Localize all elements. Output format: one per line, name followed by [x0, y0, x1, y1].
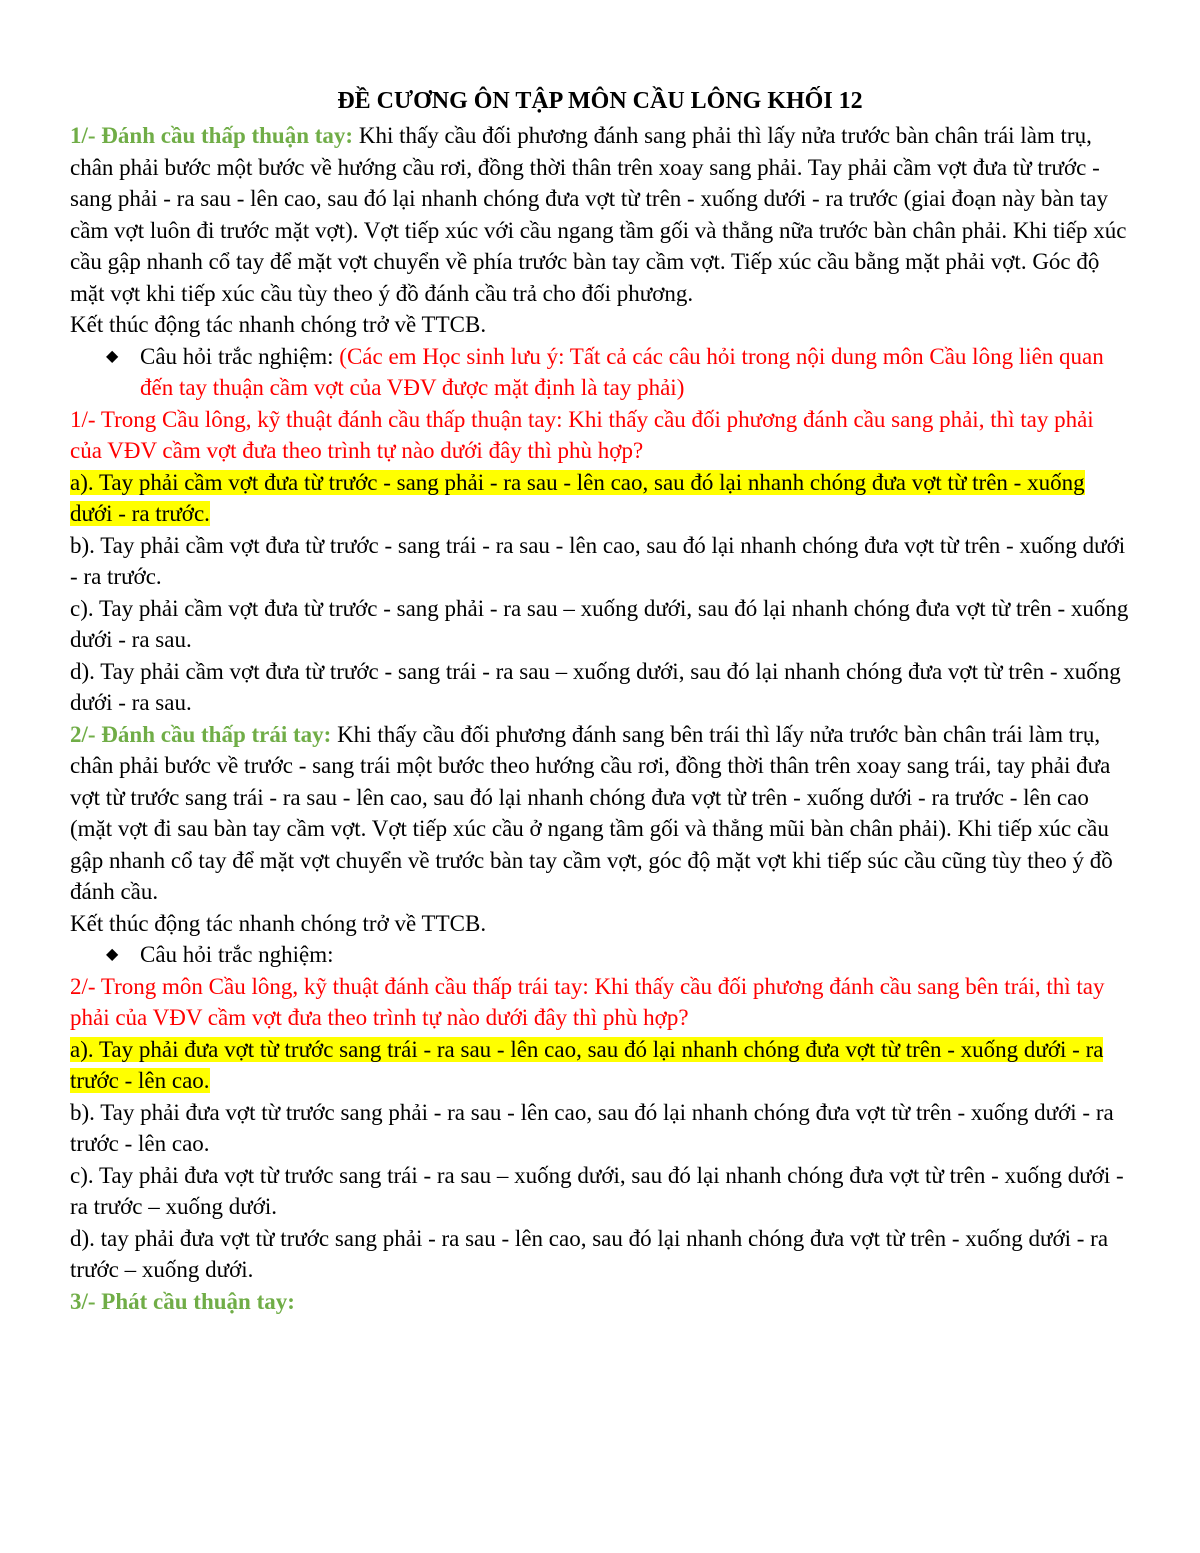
- highlighted-answer: a). Tay phải cầm vợt đưa từ trước - sang phải - ra sau - lên cao, sau đó lại nhanh chóng đưa vợt từ trên - xuống dưới - ra trước.: [70, 469, 1085, 526]
- question-2-option-b: b). Tay phải đưa vợt từ trước sang phải - ra sau - lên cao, sau đó lại nhanh chóng đưa vợt từ trên - xuống dưới - ra trước - lên cao.: [70, 1099, 1114, 1156]
- highlighted-answer: a). Tay phải đưa vợt từ trước sang trái - ra sau - lên cao, sau đó lại nhanh chóng đưa vợt từ trên - xuống dưới - ra trước - lên cao.: [70, 1036, 1104, 1093]
- bullet-label: Câu hỏi trắc nghiệm:: [140, 343, 340, 369]
- question-2: 2/- Trong môn Cầu lông, kỹ thuật đánh cầu thấp trái tay: Khi thấy cầu đối phương đánh cầu sang bên trái, thì tay phải của VĐV cầm vợt đưa theo trình tự nào dưới đây thì phù hợp?: [70, 973, 1105, 1030]
- section-1-closing: Kết thúc động tác nhanh chóng trở về TTCB.: [70, 312, 487, 337]
- bullet-label: Câu hỏi trắc nghiệm:: [140, 942, 334, 967]
- section-2-body: Khi thấy cầu đối phương đánh sang bên trái thì lấy nửa trước bàn chân trái làm trụ, chân phải bước về trước - sang trái một bước theo hướng cầu rơi, đồng thời thân trên xoay sang trái, tay phải đưa vợt từ trước sang trái - ra sau - lên cao, sau đó lại nhanh chóng đưa vợt từ trên - xuống dưới - ra trước - lên cao (mặt vợt đi sau bàn tay cầm vợt. Vợt tiếp xúc cầu ở ngang tầm gối và thẳng mũi bàn chân phải). Khi tiếp xúc cầu gập nhanh cổ tay để mặt vợt chuyển về trước bàn tay cầm vợt, góc độ mặt vợt khi tiếp súc cầu cũng tùy theo ý đồ đánh cầu.: [70, 721, 1113, 904]
- question-1-option-c: c). Tay phải cầm vợt đưa từ trước - sang phải - ra sau – xuống dưới, sau đó lại nhanh chóng đưa vợt từ trên - xuống dưới - ra sau.: [70, 595, 1129, 652]
- section-1-paragraph: [70, 120, 1130, 309]
- question-2-option-d: d). tay phải đưa vợt từ trước sang phải - ra sau - lên cao, sau đó lại nhanh chóng đưa vợt từ trên - xuống dưới - ra trước – xuống dưới.: [70, 1225, 1109, 1282]
- section-1-heading: 1/- Đánh cầu thấp thuận tay:: [70, 123, 354, 148]
- question-1-option-b: b). Tay phải cầm vợt đưa từ trước - sang trái - ra sau - lên cao, sau đó lại nhanh chóng đưa vợt từ trên - xuống dưới - ra trước.: [70, 532, 1126, 589]
- section-3-heading: 3/- Phát cầu thuận tay:: [70, 1288, 295, 1314]
- question-2-option-c: c). Tay phải đưa vợt từ trước sang trái - ra sau – xuống dưới, sau đó lại nhanh chóng đưa vợt từ trên - xuống dưới - ra trước – xuống dưới.: [70, 1162, 1124, 1219]
- section-2-paragraph: [70, 719, 1130, 908]
- question-1-option-d: d). Tay phải cầm vợt đưa từ trước - sang trái - ra sau – xuống dưới, sau đó lại nhanh chóng đưa vợt từ trên - xuống dưới - ra sau.: [70, 658, 1121, 715]
- section-2-heading: 2/- Đánh cầu thấp trái tay:: [70, 721, 332, 747]
- diamond-bullet-icon: ◆: [106, 946, 119, 963]
- diamond-bullet-icon: ◆: [106, 347, 119, 365]
- section-1-bullet: [70, 341, 1130, 404]
- page-title: ĐỀ CƯƠNG ÔN TẬP MÔN CẦU LÔNG KHỐI 12: [337, 88, 863, 114]
- section-3-paragraph: [70, 1286, 1130, 1318]
- section-2-closing: Kết thúc động tác nhanh chóng trở về TTCB.: [70, 910, 487, 936]
- bullet-note: (Các em Học sinh lưu ý: Tất cả các câu hỏi trong nội dung môn Cầu lông liên quan đến tay thuận cầm vợt của VĐV được mặt định là tay phải): [140, 343, 1104, 400]
- section-1-body: Khi thấy cầu đối phương đánh sang phải thì lấy nửa trước bàn chân trái làm trụ, chân phải bước một bước về hướng cầu rơi, đồng thời thân trên xoay sang phải. Tay phải cầm vợt đưa từ trước - sang phải - ra sau - lên cao, sau đó lại nhanh chóng đưa vợt từ trên - xuống dưới - ra trước (giai đoạn này bàn tay cầm vợt luôn đi trước mặt vợt). Vợt tiếp xúc với cầu ngang tầm gối và thẳng nữa trước bàn chân phải. Khi tiếp xúc cầu gập nhanh cổ tay để mặt vợt chuyển về phía trước bàn tay cầm vợt. Tiếp xúc cầu bằng mặt phải vợt. Góc độ mặt vợt khi tiếp xúc cầu tùy theo ý đồ đánh cầu trả cho đối phương.: [70, 123, 1127, 306]
- question-1: 1/- Trong Cầu lông, kỹ thuật đánh cầu thấp thuận tay: Khi thấy cầu đối phương đánh cầu sang phải, thì tay phải của VĐV cầm vợt đưa theo trình tự nào dưới đây thì phù hợp?: [70, 406, 1094, 463]
- question-2-option-a: [70, 1034, 1130, 1097]
- section-2-bullet: [70, 939, 1130, 971]
- question-1-option-a: [70, 467, 1130, 530]
